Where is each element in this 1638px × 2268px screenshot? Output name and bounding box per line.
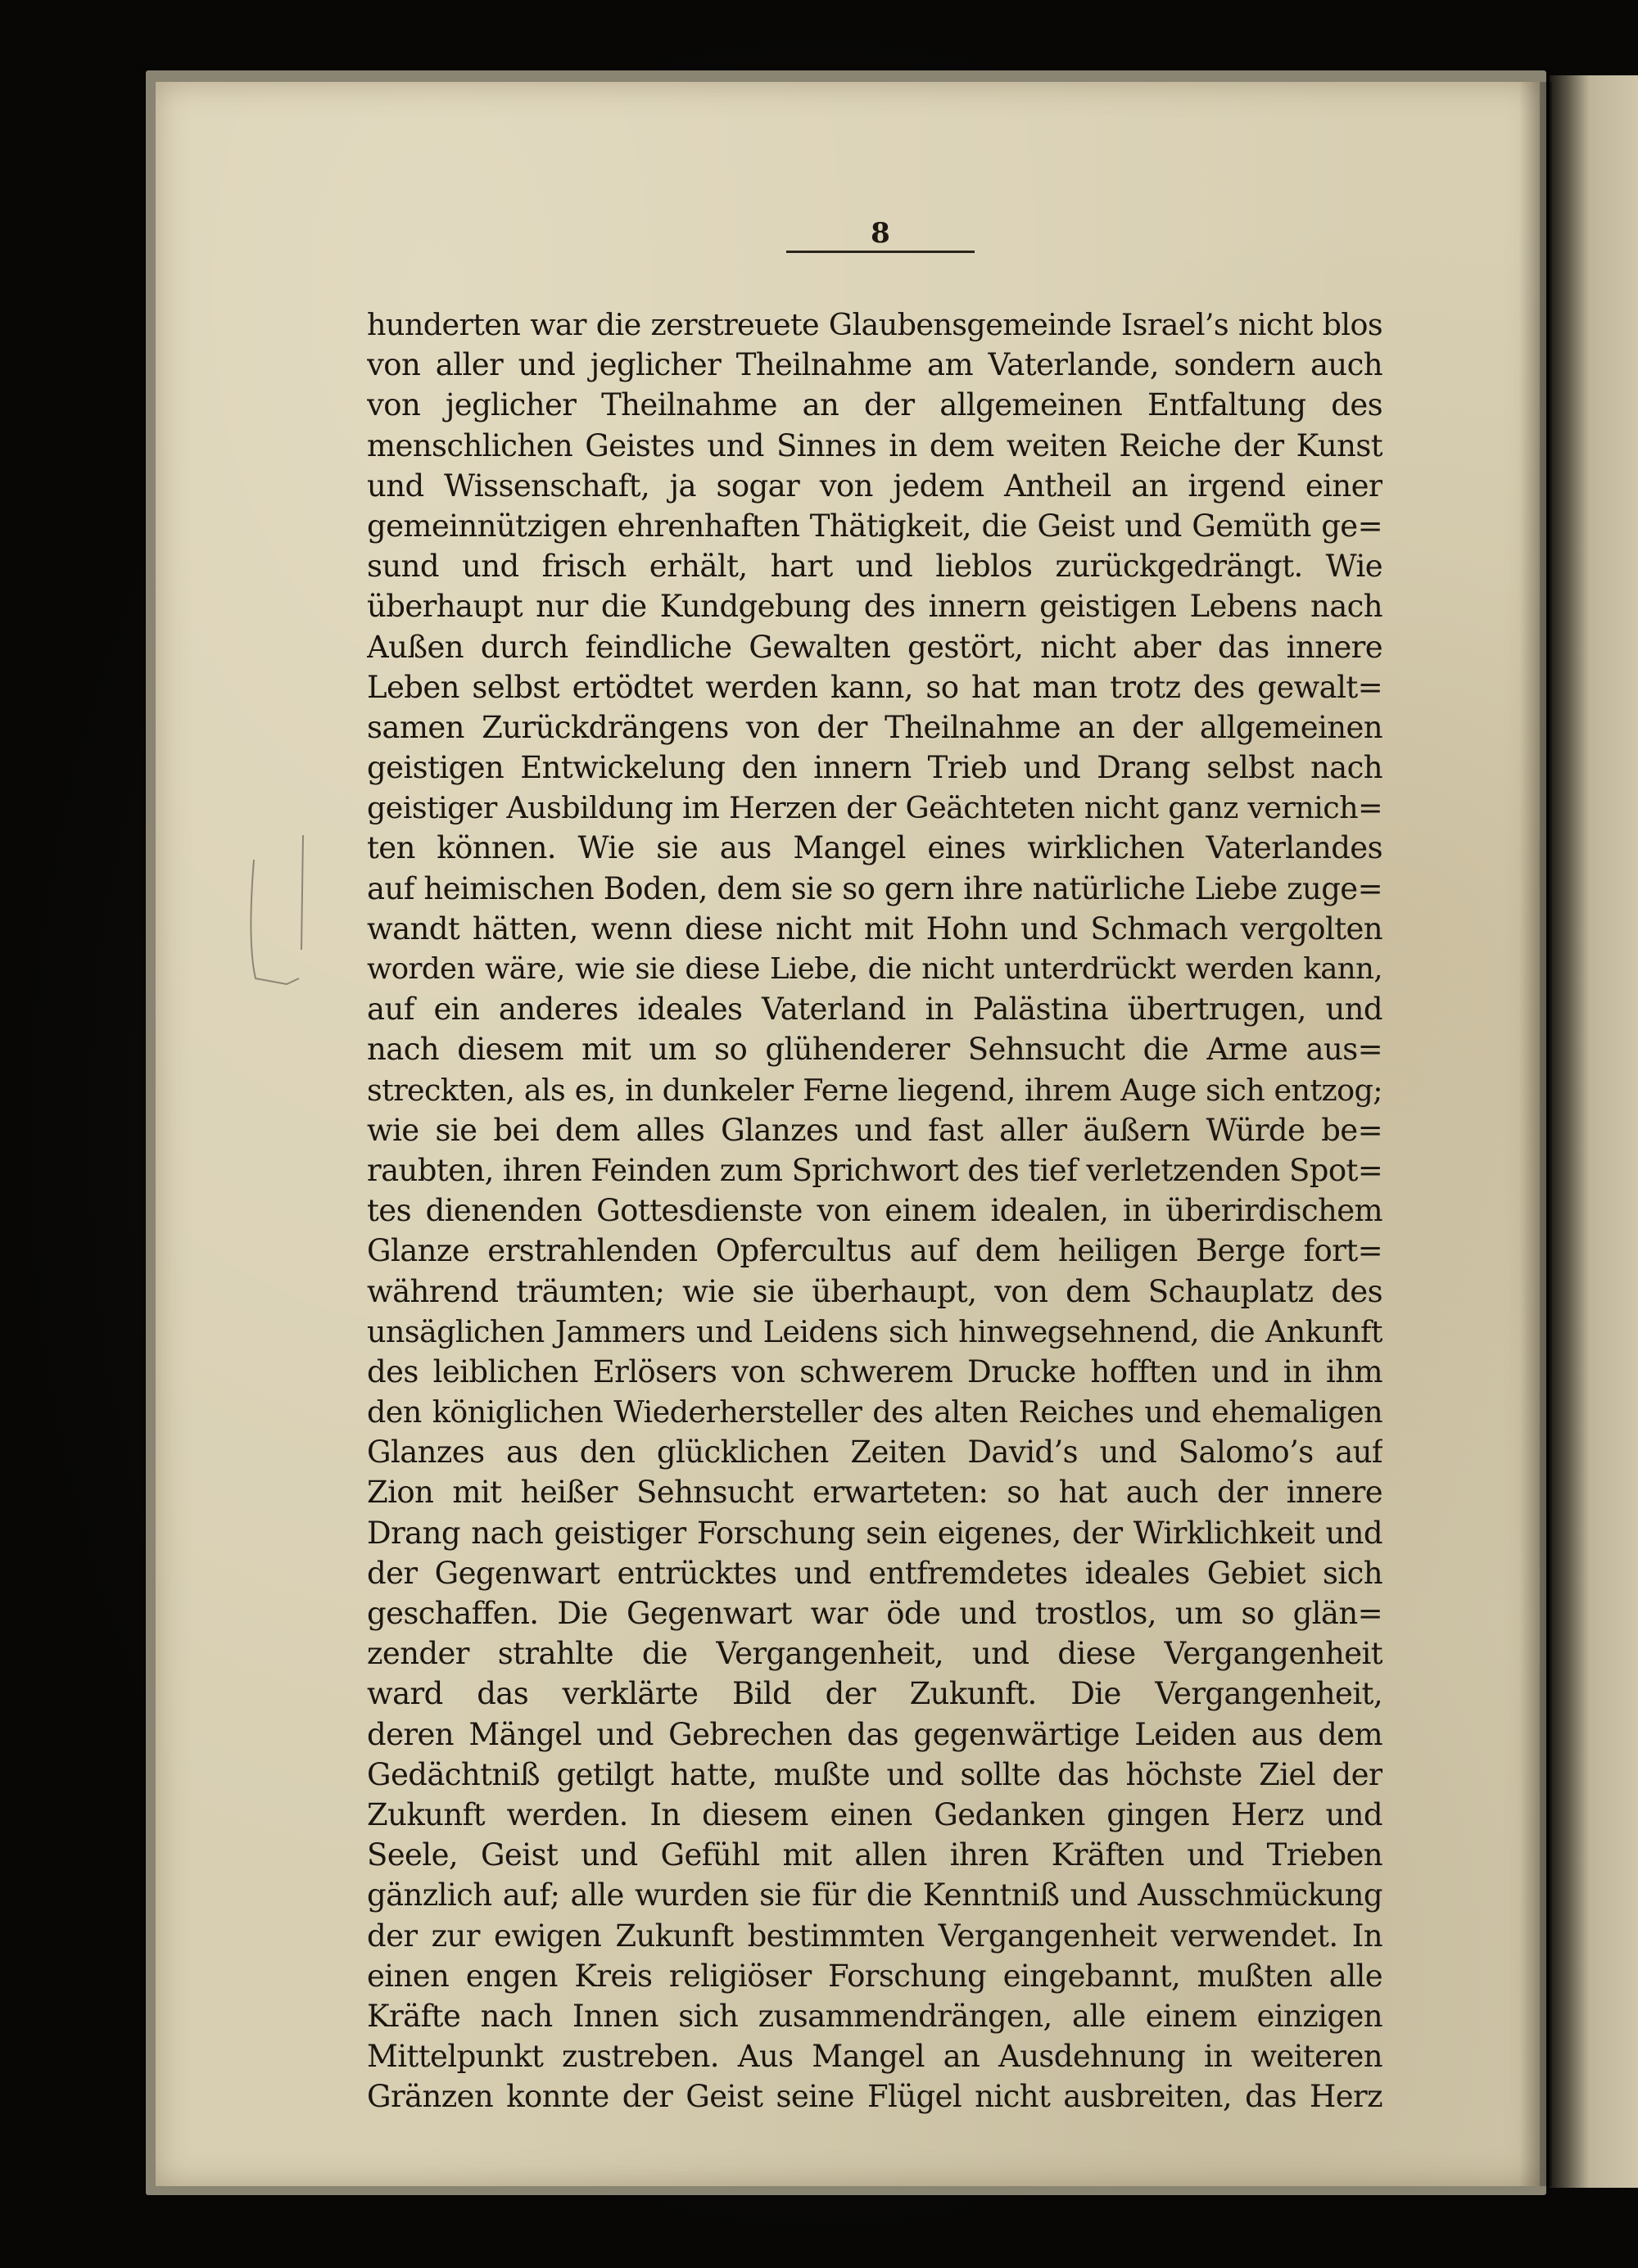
- text-line: von jeglicher Theilnahme an der allgemeinen Entfaltung des: [367, 387, 1382, 423]
- text-line: der zur ewigen Zukunft bestimmten Vergangenheit verwendet. In: [367, 1918, 1382, 1954]
- text-line: Leben selbst ertödtet werden kann, so hat man trotz des gewalt=: [367, 669, 1382, 705]
- text-line: Zion mit heißer Sehnsucht erwarteten: so hat auch der innere: [367, 1475, 1382, 1511]
- text-line: gänzlich auf; alle wurden sie für die Kenntniß und Ausschmückung: [367, 1877, 1382, 1913]
- text-line: streckten, als es, in dunkeler Ferne liegend, ihrem Auge sich entzog;: [367, 1072, 1382, 1108]
- text-line: geistigen Entwickelung den innern Trieb und Drang selbst nach: [367, 750, 1382, 786]
- text-line: überhaupt nur die Kundgebung des innern geistigen Lebens nach: [367, 589, 1382, 625]
- gutter-shadow: [1519, 82, 1552, 2186]
- text-line: tes dienenden Gottesdienste von einem idealen, in überirdischem: [367, 1193, 1382, 1229]
- text-line: unsäglichen Jammers und Leidens sich hinwegsehnend, die Ankunft: [367, 1313, 1382, 1349]
- text-line: den königlichen Wiederhersteller des alten Reiches und ehemaligen: [367, 1394, 1382, 1430]
- header-rule: [786, 251, 975, 253]
- text-line: Gränzen konnte der Geist seine Flügel nicht ausbreiten, das Herz: [367, 2079, 1382, 2115]
- text-line: Zukunft werden. In diesem einen Gedanken gingen Herz und: [367, 1796, 1382, 1832]
- text-line: menschlichen Geistes und Sinnes in dem weiten Reiche der Kunst: [367, 427, 1382, 463]
- text-line: Gedächtniß getilgt hatte, mußte und sollte das höchste Ziel der: [367, 1756, 1382, 1792]
- page-number: 8: [871, 217, 890, 250]
- text-line: von aller und jeglicher Theilnahme am Vaterlande, sondern auch: [367, 347, 1382, 383]
- text-line: Außen durch feindliche Gewalten gestört, nicht aber das innere: [367, 629, 1382, 665]
- pencil-margin-mark: [238, 827, 311, 991]
- text-line: wandt hätten, wenn diese nicht mit Hohn und Schmach vergolten: [367, 910, 1382, 947]
- text-line: der Gegenwart entrücktes und entfremdetes ideales Gebiet sich: [367, 1555, 1382, 1591]
- text-line: sund und frisch erhält, hart und lieblos zurückgedrängt. Wie: [367, 549, 1382, 585]
- text-line: Mittelpunkt zustreben. Aus Mangel an Ausdehnung in weiteren: [367, 2039, 1382, 2075]
- text-line: Glanze erstrahlenden Opfercultus auf dem heiligen Berge fort=: [367, 1233, 1382, 1269]
- text-line: ward das verklärte Bild der Zukunft. Die Vergangenheit,: [367, 1676, 1382, 1712]
- text-line: ten können. Wie sie aus Mangel eines wirklichen Vaterlandes: [367, 830, 1382, 866]
- text-line: einen engen Kreis religiöser Forschung eingebannt, mußten alle: [367, 1958, 1382, 1994]
- text-line: raubten, ihren Feinden zum Sprichwort des tief verletzenden Spot=: [367, 1152, 1382, 1188]
- text-line: gemeinnützigen ehrenhaften Thätigkeit, die Geist und Gemüth ge=: [367, 508, 1382, 544]
- text-line: Drang nach geistiger Forschung sein eigenes, der Wirklichkeit und: [367, 1515, 1382, 1551]
- text-line: geistiger Ausbildung im Herzen der Geächteten nicht ganz vernich=: [367, 790, 1382, 826]
- text-line: während träumten; wie sie überhaupt, von dem Schauplatz des: [367, 1273, 1382, 1309]
- text-line: geschaffen. Die Gegenwart war öde und trostlos, um so glän=: [367, 1596, 1382, 1631]
- text-line: auf ein anderes ideales Vaterland in Palästina übertrugen, und: [367, 992, 1382, 1028]
- text-line: und Wissenschaft, ja sogar von jedem Antheil an irgend einer: [367, 468, 1382, 504]
- text-line: Kräfte nach Innen sich zusammendrängen, alle einem einzigen: [367, 1998, 1382, 2034]
- page-header: [786, 219, 975, 253]
- text-line: nach diesem mit um so glühenderer Sehnsucht die Arme aus=: [367, 1032, 1382, 1068]
- text-line: zender strahlte die Vergangenheit, und diese Vergangenheit: [367, 1636, 1382, 1672]
- text-line: Glanzes aus den glücklichen Zeiten David’s und Salomo’s auf: [367, 1434, 1382, 1471]
- text-line: hunderten war die zerstreuete Glaubensgemeinde Israel’s nicht blos: [367, 307, 1382, 342]
- body-text: [367, 305, 1382, 2117]
- text-line: deren Mängel und Gebrechen das gegenwärtige Leiden aus dem: [367, 1716, 1382, 1752]
- text-line: samen Zurückdrängens von der Theilnahme an der allgemeinen: [367, 709, 1382, 745]
- text-line: worden wäre, wie sie diese Liebe, die nicht unterdrückt werden kann,: [367, 952, 1382, 986]
- facing-page-edge: [1550, 75, 1638, 2188]
- text-line: des leiblichen Erlösers von schwerem Drucke hofften und in ihm: [367, 1353, 1382, 1389]
- text-line: Seele, Geist und Gefühl mit allen ihren Kräften und Trieben: [367, 1837, 1382, 1873]
- text-line: wie sie bei dem alles Glanzes und fast aller äußern Würde be=: [367, 1112, 1382, 1148]
- text-line: auf heimischen Boden, dem sie so gern ihre natürliche Liebe zuge=: [367, 870, 1382, 906]
